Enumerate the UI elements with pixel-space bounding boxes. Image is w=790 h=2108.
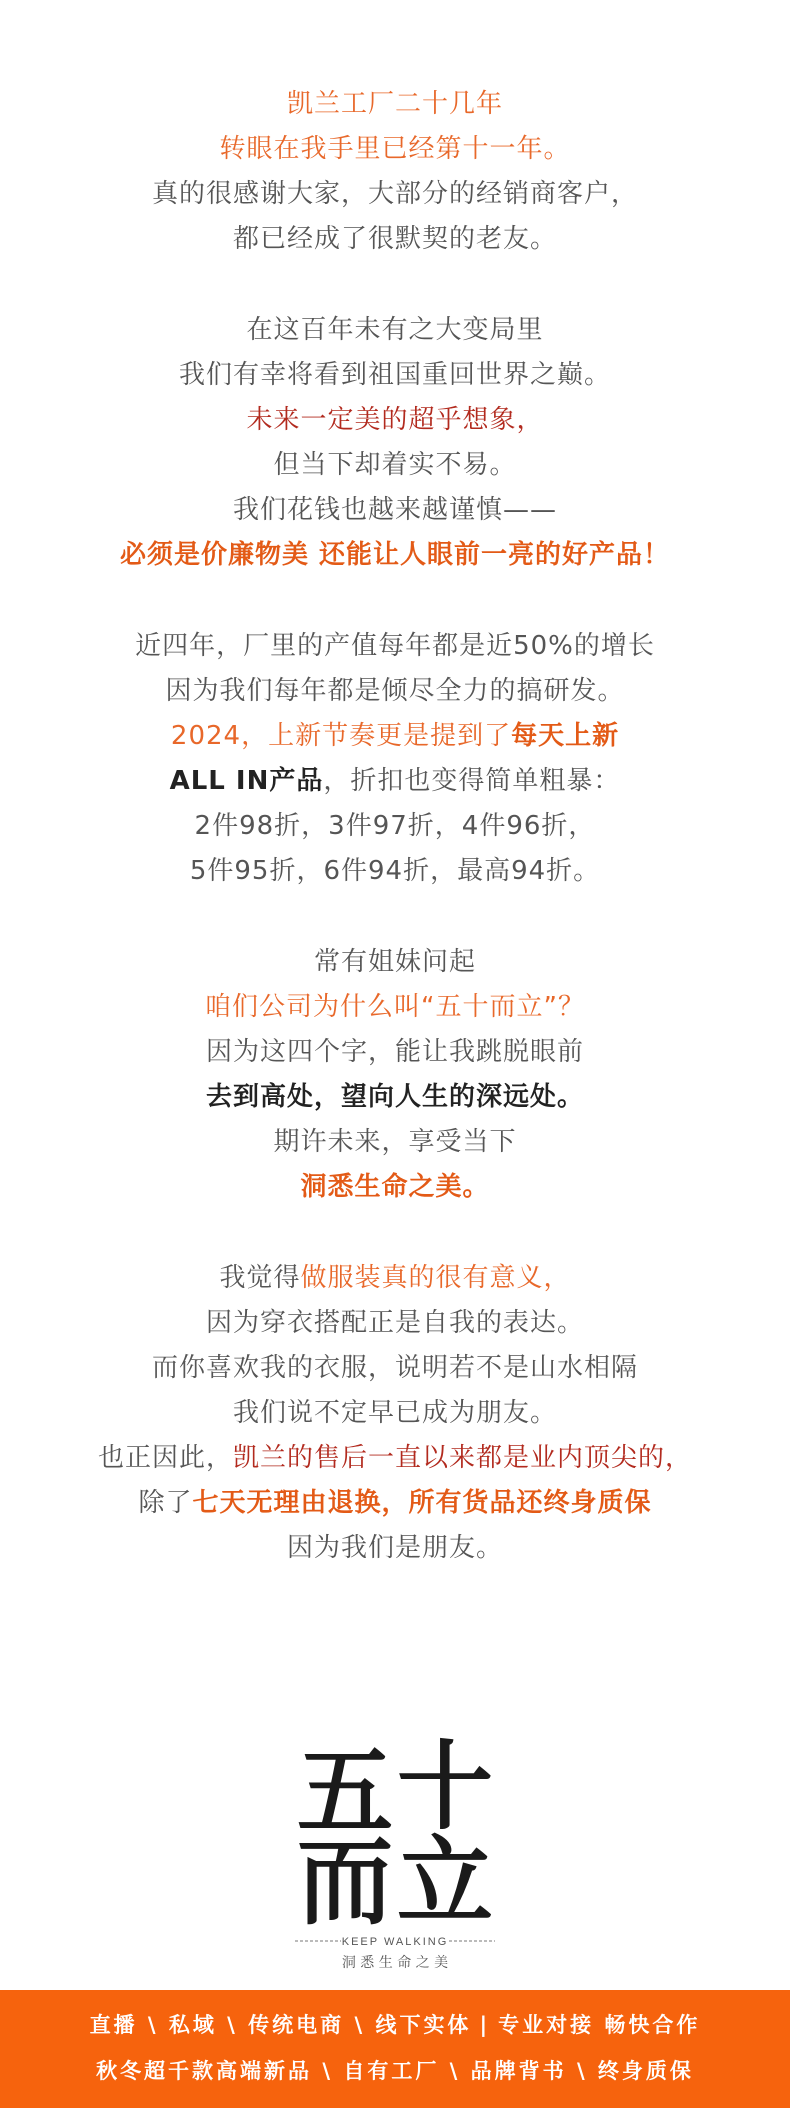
story-line-emphasis: 必须是价廉物美 还能让人眼前一亮的好产品！ xyxy=(119,540,671,570)
logo-subtitle: 洞 悉 生 命 之 美 xyxy=(341,1955,449,1971)
story-line-emphasis: 去到高处，望向人生的深远处。 xyxy=(205,1082,584,1112)
story-line-mixed xyxy=(0,1481,790,1526)
brand-logo xyxy=(0,1715,790,1975)
story-line: 但当下却着实不易。 xyxy=(273,450,517,480)
story-line: 我们花钱也越来越谨慎—— xyxy=(232,495,557,525)
story-line: 因为我们每年都是倾尽全力的搞研发。 xyxy=(165,676,625,706)
story-segment-highlight: 凯兰的售后一直以来都是业内顶尖的， xyxy=(233,1443,693,1473)
story-line-mixed xyxy=(0,1436,790,1481)
logo-char-and: 而 xyxy=(297,1825,393,1938)
story-line: 因为穿衣搭配正是自我的表达。 xyxy=(205,1308,584,1338)
promo-banner xyxy=(0,1990,790,2108)
story-line: 凯兰工厂二十几年 xyxy=(286,89,503,119)
logo-tagline: KEEP WALKING xyxy=(341,1936,449,1948)
story-segment: 2024，上新节奏更是提到了 xyxy=(170,721,512,751)
banner-line-1 xyxy=(0,2002,790,2048)
story-line: 近四年，厂里的产值每年都是近50%的增长 xyxy=(135,631,655,661)
story-segment-highlight: 做服装真的很有意义， xyxy=(300,1263,571,1293)
story-line: 期许未来，享受当下 xyxy=(273,1127,517,1157)
story-line: 真的很感谢大家，大部分的经销商客户， xyxy=(151,179,638,209)
brand-logo-mark xyxy=(235,1715,555,1975)
story-line: 因为这四个字，能让我跳脱眼前 xyxy=(205,1037,584,1067)
story-line: 5件95折，6件94折，最高94折。 xyxy=(189,856,601,886)
story-line: 在这百年未有之大变局里 xyxy=(246,315,544,345)
story-line-emphasis: 洞悉生命之美。 xyxy=(300,1172,490,1202)
story-line: 转眼在我手里已经第十一年。 xyxy=(219,134,571,164)
story-segment: 除了 xyxy=(138,1488,193,1518)
story-segment-emphasis: 每天上新 xyxy=(511,721,620,751)
paragraph-gap xyxy=(0,1210,790,1256)
story-line-highlight: 未来一定美的超乎想象， xyxy=(246,405,544,435)
paragraph-gap xyxy=(0,262,790,308)
story-line: 我们说不定早已成为朋友。 xyxy=(232,1398,557,1428)
logo-char-stand: 立 xyxy=(397,1825,493,1938)
paragraph-gap xyxy=(0,578,790,624)
story-text xyxy=(0,82,790,1571)
logo-char-ten: 十 xyxy=(397,1730,493,1843)
paragraph-gap xyxy=(0,894,790,940)
banner-line-2: 秋冬超千款高端新品 \ 自有工厂 \ 品牌背书 \ 终身质保 xyxy=(96,2059,694,2083)
story-line: 2件98折，3件97折，4件96折， xyxy=(194,811,596,841)
banner-divider: | xyxy=(479,2013,491,2037)
story-segment: 我觉得 xyxy=(219,1263,301,1293)
story-line-highlight: 咱们公司为什么叫“五十而立”？ xyxy=(205,992,585,1022)
story-segment: ，折扣也变得简单粗暴： xyxy=(323,766,621,796)
banner-slogan: 专业对接 畅快合作 xyxy=(498,2013,701,2037)
banner-channels: 直播 \ 私域 \ 传统电商 \ 线下实体 xyxy=(89,2013,472,2037)
story-segment-emphasis: 七天无理由退换，所有货品还终身质保 xyxy=(192,1488,652,1518)
story-line-mixed xyxy=(0,714,790,759)
story-line-mixed xyxy=(0,1256,790,1301)
story-segment-emphasis: ALL IN产品 xyxy=(169,766,324,796)
story-line-mixed xyxy=(0,759,790,804)
story-line: 常有姐妹问起 xyxy=(313,947,476,977)
story-line: 因为我们是朋友。 xyxy=(286,1533,503,1563)
story-line: 我们有幸将看到祖国重回世界之巅。 xyxy=(178,360,611,390)
story-segment: 也正因此， xyxy=(97,1443,233,1473)
logo-char-five: 五 xyxy=(297,1735,393,1848)
story-line: 都已经成了很默契的老友。 xyxy=(232,224,557,254)
story-line: 而你喜欢我的衣服，说明若不是山水相隔 xyxy=(151,1353,638,1383)
